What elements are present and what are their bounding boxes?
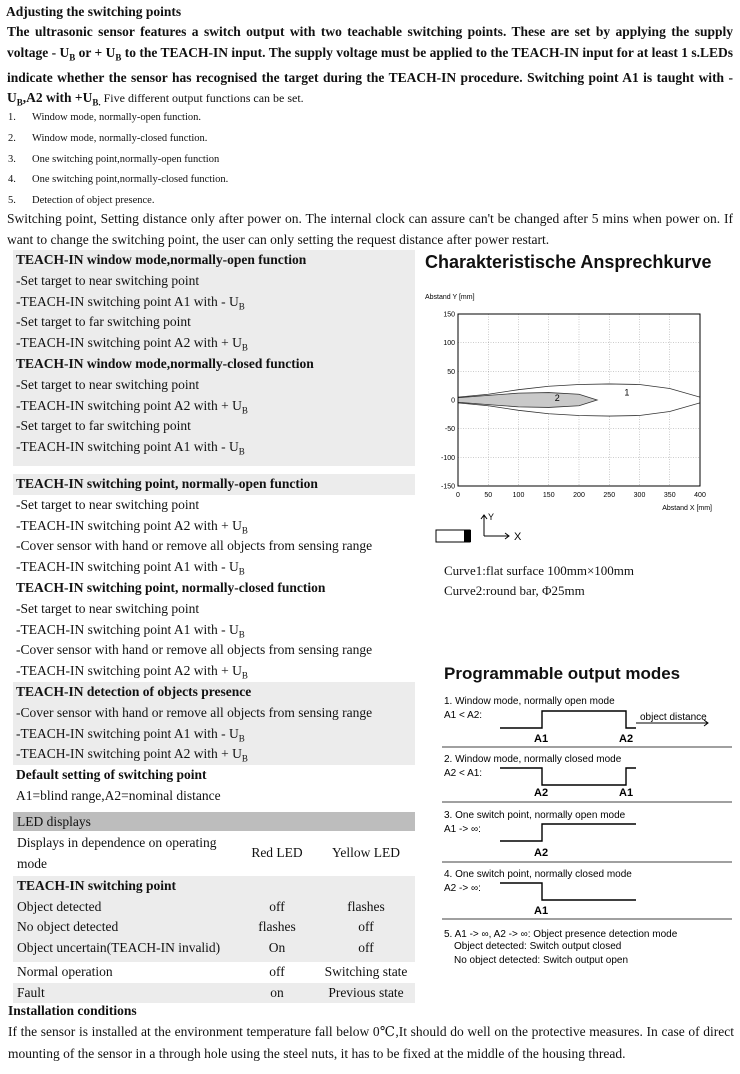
step-text: -Set target to near switching point <box>16 496 200 512</box>
a2-label: A2 <box>534 847 549 859</box>
y-tick-label: -50 <box>444 426 455 434</box>
curve1-legend: Curve1:flat surface 100mm×100mm <box>444 563 635 578</box>
sensor-axis-icon <box>434 510 534 552</box>
mode-1-waveform <box>500 711 636 728</box>
step-text: -Set target to near switching point <box>16 600 200 616</box>
x-tick-label: 0 <box>456 492 460 499</box>
mode-1-sub: A1 < A2: <box>444 710 483 721</box>
table-row <box>13 983 415 1004</box>
mode-4-title: 4. One switch point, normally closed mode <box>444 869 632 880</box>
x-axis-marker: X <box>514 531 522 543</box>
step-text: -Set target to far switching point <box>16 314 191 330</box>
table-row <box>13 876 415 897</box>
curve2-legend: Curve2:round bar, Φ25mm <box>444 583 585 598</box>
a1-label: A1 <box>534 905 549 917</box>
y-tick-label: 100 <box>443 340 455 348</box>
step-text: A1=blind range,A2=nominal distance <box>16 787 221 803</box>
block-title: Default setting of switching point <box>16 767 207 782</box>
y-tick-label: 150 <box>443 311 455 319</box>
output-modes-diagram <box>440 690 736 974</box>
mode-4-sub: A2 -> ∞: <box>444 883 481 894</box>
a1-label: A1 <box>619 787 634 799</box>
mode-2-waveform <box>500 768 636 785</box>
a1-label: A1 <box>534 733 549 745</box>
x-tick-label: 250 <box>603 492 616 499</box>
step-text: -Set target to near switching point <box>16 376 200 392</box>
x-tick-label: 350 <box>663 492 676 499</box>
x-tick-label: 400 <box>694 492 706 499</box>
mode-5-title: 5. A1 -> ∞, A2 -> ∞: Object presence detection mode <box>444 929 678 940</box>
y-tick-label: 50 <box>447 368 455 376</box>
a2-label: A2 <box>534 787 549 799</box>
x-tick-label: 200 <box>573 492 585 499</box>
mode-2-sub: A2 < A1: <box>444 768 483 779</box>
step-text: -TEACH-IN switching point A1 with - $U_B$ <box>16 725 245 744</box>
y-axis-label: Abstand Y [mm] <box>425 294 475 301</box>
table-row <box>13 938 415 963</box>
chart-title: Charakteristische Ansprechkurve <box>425 252 712 272</box>
step-text: -TEACH-IN switching point A2 with + $U_B$ <box>16 517 248 536</box>
table-cell: Yellow LED <box>331 845 400 861</box>
teach-switch-closed <box>13 578 415 682</box>
teach-switch-open <box>13 474 415 578</box>
installation-text: If the sensor is installed at the environment temperature fall below 0℃,It should do well on the protective measures. In case of direct mounting of the sensor in a through hole using the steel nuts, it has to be fixed at the middle of the housing thread. <box>8 1024 734 1061</box>
step-text: -TEACH-IN switching point A2 with + $U_B$ <box>16 663 248 681</box>
y-tick-label: 0 <box>451 397 455 405</box>
x-axis-label: Abstand X [mm] <box>662 505 712 512</box>
modes-title: Programmable output modes <box>444 664 681 683</box>
mode-3-waveform <box>500 824 636 841</box>
function-list <box>8 108 228 212</box>
table-cell: Object detected <box>17 898 102 914</box>
step-text: -Set target to far switching point <box>16 418 191 434</box>
x-tick-label: 150 <box>542 492 555 499</box>
table-cell: off <box>358 919 374 934</box>
table-header: LED displays <box>13 812 415 831</box>
table-cell: Red LED <box>251 845 303 861</box>
y-axis-marker: Y <box>488 512 495 522</box>
list-item: 2. Window mode, normally-closed function. <box>8 132 208 144</box>
intro-paragraph: The ultrasonic sensor features a switch output with two teachable switching points. These are set by applying the supply voltage - $U_B$ or + $U_B$ to the TEACH-IN input. The supply voltage must be applied to the TEACH-IN input for at least 1 s.LEDs indicate whether the sensor has recognised the target during the TEACH-IN procedure. Switching point A1 is taught with - $U_B,A2$ with $+U_{B.}$ Five different output functions can be set. <box>7 24 733 108</box>
block-title: TEACH-IN window mode,normally-closed function <box>16 356 314 371</box>
step-text: -TEACH-IN switching point A1 with - $U_B$ <box>16 621 245 640</box>
table-cell: Normal operation <box>17 964 113 979</box>
table-row <box>13 897 415 918</box>
block-title: TEACH-IN window mode,normally-open function <box>16 252 307 267</box>
table-cell: On <box>268 939 286 955</box>
y-tick-label: -100 <box>440 454 455 462</box>
step-text: -TEACH-IN switching point A2 with + $U_B$ <box>16 746 248 765</box>
x-tick-label: 300 <box>633 492 646 499</box>
table-cell: on <box>270 984 284 1000</box>
table-row <box>13 831 415 876</box>
section-heading: Adjusting the switching points <box>6 4 182 19</box>
table-cell: Object uncertain(TEACH-IN invalid) <box>17 939 221 955</box>
table-cell: flashes <box>347 898 385 914</box>
table-cell: off <box>358 939 374 955</box>
table-row <box>13 917 415 938</box>
step-text: -Cover sensor with hand or remove all objects from sensing range <box>16 704 373 720</box>
table-cell: Previous state <box>328 984 404 1000</box>
y-tick-label: -150 <box>440 483 455 491</box>
mode-4-waveform <box>500 883 636 900</box>
installation-title: Installation conditions <box>8 1003 137 1018</box>
x-tick-label: 100 <box>512 492 525 499</box>
teach-window-open <box>13 250 415 354</box>
teach-presence <box>13 682 415 765</box>
mode-3-sub: A1 -> ∞: <box>444 824 481 835</box>
led-table <box>13 812 415 1003</box>
response-curve-chart <box>420 288 720 518</box>
mode-3-title: 3. One switch point, normally open mode <box>444 810 626 821</box>
step-text: -TEACH-IN switching point A2 with + $U_B$ <box>16 397 248 416</box>
table-cell: off <box>269 898 285 914</box>
step-text: -TEACH-IN switching point A1 with - $U_B$ <box>16 439 245 457</box>
table-cell: Switching state <box>324 964 408 979</box>
table-row <box>13 962 415 983</box>
object-distance-label: object distance <box>640 712 707 723</box>
table-cell: flashes <box>258 919 296 934</box>
mode-5-line1: Object detected: Switch output closed <box>454 941 622 952</box>
step-text: -TEACH-IN switching point A1 with - $U_B$ <box>16 293 245 312</box>
default-setting <box>13 765 415 807</box>
x-tick-label: 50 <box>484 492 493 499</box>
table-cell: TEACH-IN switching point <box>17 878 177 893</box>
curve-2-label: 2 <box>554 393 560 404</box>
power-note: Switching point, Setting distance only after power on. The internal clock can assure can't be changed after 5 mins when power on. If want to change the switching point, the user can only setting the request distance after power restart. <box>7 211 733 247</box>
step-text: -Cover sensor with hand or remove all objects from sensing range <box>16 642 373 658</box>
step-text: -TEACH-IN switching point A2 with + $U_B$ <box>16 335 248 353</box>
table-cell: Displays in dependence on operating mode <box>17 835 217 871</box>
block-title: TEACH-IN detection of objects presence <box>16 684 252 699</box>
table-cell: off <box>269 964 285 979</box>
mode-1-title: 1. Window mode, normally open mode <box>444 696 615 707</box>
mode-2-title: 2. Window mode, normally closed mode <box>444 754 622 765</box>
list-item: 5. Detection of object presence. <box>8 195 155 207</box>
curve-1-label: 1 <box>624 387 630 398</box>
table-cell: Fault <box>17 984 45 1000</box>
step-text: -TEACH-IN switching point A1 with - $U_B$ <box>16 559 245 577</box>
a2-label: A2 <box>619 733 634 745</box>
table-cell: No object detected <box>17 919 119 934</box>
block-title: TEACH-IN switching point, normally-open function <box>13 474 415 495</box>
step-text: -Set target to near switching point <box>16 272 200 288</box>
list-item: 1. Window mode, normally-open function. <box>8 112 201 123</box>
list-item: 3. One switching point,normally-open function <box>8 153 220 165</box>
teach-window-closed <box>13 354 415 466</box>
step-text: -Cover sensor with hand or remove all objects from sensing range <box>16 538 373 554</box>
block-title: TEACH-IN switching point, normally-closed function <box>16 580 326 595</box>
mode-5-line2: No object detected: Switch output open <box>454 955 629 966</box>
list-item: 4. One switching point,normally-closed function. <box>8 174 229 186</box>
